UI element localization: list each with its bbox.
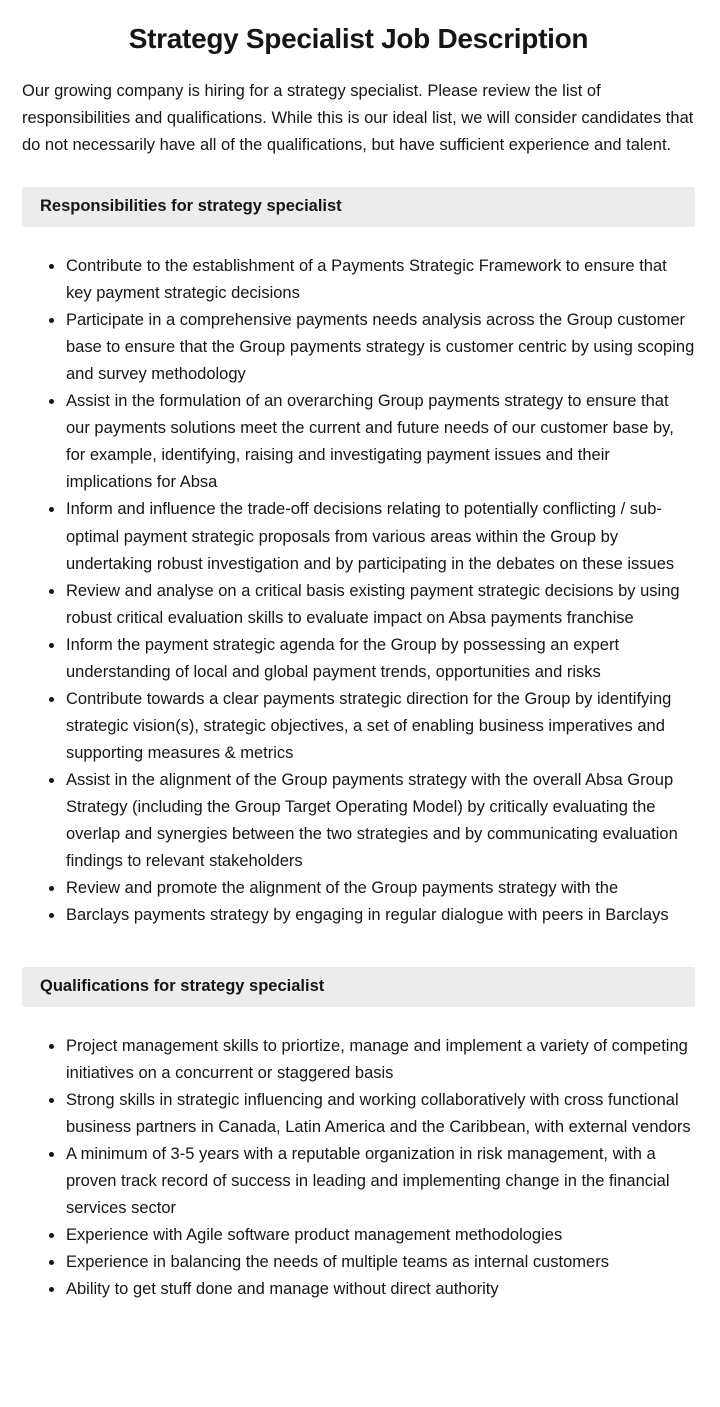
qualification-item: A minimum of 3-5 years with a reputable organization in risk management, with a proven track record of success in leading and implementing change in the financial services sector	[66, 1141, 695, 1222]
responsibility-item: Barclays payments strategy by engaging in regular dialogue with peers in Barclays	[66, 902, 695, 929]
qualification-item: Ability to get stuff done and manage without direct authority	[66, 1276, 695, 1303]
section-header-responsibilities: Responsibilities for strategy specialist	[22, 187, 695, 227]
qualification-item: Strong skills in strategic influencing and working collaboratively with cross functional business partners in Canada, Latin America and the Caribbean, with external vendors	[66, 1087, 695, 1141]
intro-paragraph: Our growing company is hiring for a strategy specialist. Please review the list of responsibilities and qualifications. While this is our ideal list, we will consider candidates that do not necessarily have all of the qualifications, but have sufficient experience and talent.	[22, 81, 694, 155]
responsibility-item: Review and promote the alignment of the Group payments strategy with the	[66, 875, 695, 902]
responsibility-item: Assist in the formulation of an overarching Group payments strategy to ensure that our payments solutions meet the current and future needs of our customer base by, for example, identifying, raising and investigating payment issues and their implications for Absa	[66, 388, 695, 496]
section-header-qualifications: Qualifications for strategy specialist	[22, 967, 695, 1007]
responsibilities-list	[22, 253, 695, 929]
responsibility-item: Inform and influence the trade-off decisions relating to potentially conflicting / sub-optimal payment strategic proposals from various areas within the Group by undertaking robust investigation and by participating in the debates on these issues	[66, 496, 695, 577]
qualifications-list	[22, 1033, 695, 1303]
responsibility-item: Assist in the alignment of the Group payments strategy with the overall Absa Group Strategy (including the Group Target Operating Model) by critically evaluating the overlap and synergies between the two strategies and by communicating evaluation findings to relevant stakeholders	[66, 767, 695, 875]
qualification-item: Experience with Agile software product management methodologies	[66, 1222, 695, 1249]
page-title: Strategy Specialist Job Description	[128, 23, 589, 54]
responsibility-item: Participate in a comprehensive payments needs analysis across the Group customer base to ensure that the Group payments strategy is customer centric by using scoping and survey methodology	[66, 307, 695, 388]
responsibility-item: Contribute to the establishment of a Payments Strategic Framework to ensure that key payment strategic decisions	[66, 253, 695, 307]
qualification-item: Experience in balancing the needs of multiple teams as internal customers	[66, 1249, 695, 1276]
responsibility-item: Inform the payment strategic agenda for the Group by possessing an expert understanding of local and global payment trends, opportunities and risks	[66, 632, 695, 686]
responsibility-item: Contribute towards a clear payments strategic direction for the Group by identifying strategic vision(s), strategic objectives, a set of enabling business imperatives and supporting measures & metrics	[66, 686, 695, 767]
responsibility-item: Review and analyse on a critical basis existing payment strategic decisions by using robust critical evaluation skills to evaluate impact on Absa payments franchise	[66, 578, 695, 632]
qualification-item: Project management skills to priortize, manage and implement a variety of competing initiatives on a concurrent or staggered basis	[66, 1033, 695, 1087]
